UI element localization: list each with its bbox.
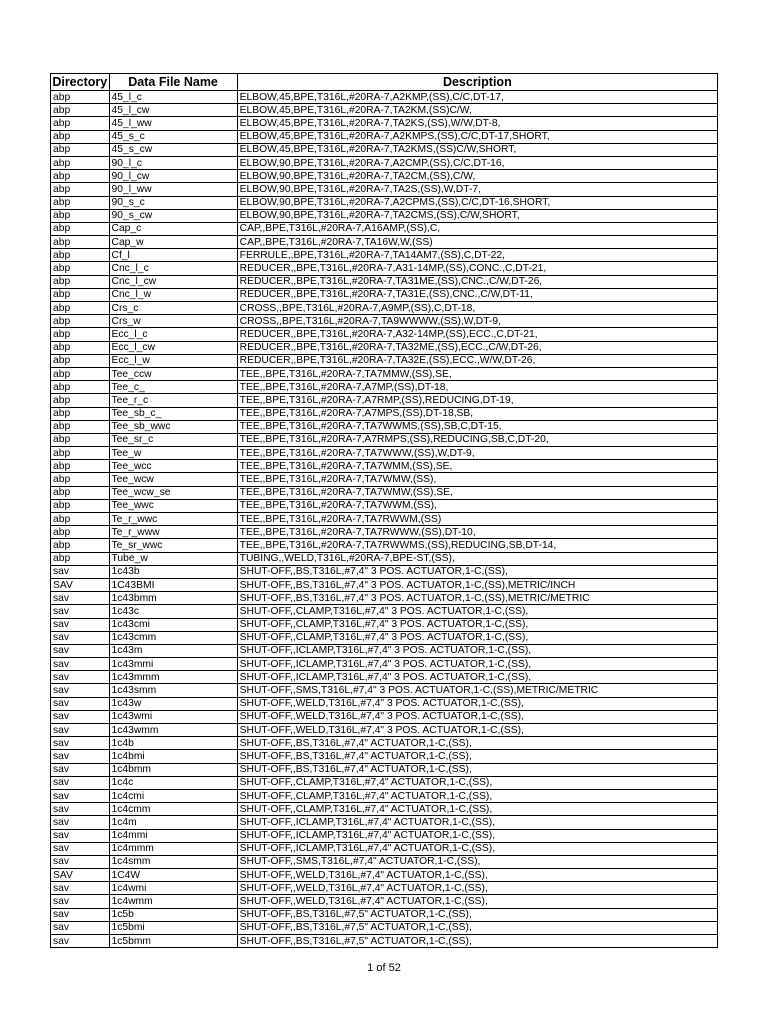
table-row	[51, 578, 718, 591]
table-row	[51, 552, 718, 565]
directory-cell: sav	[51, 697, 110, 710]
data-file-name-cell: 1c43smm	[109, 684, 237, 697]
table-row	[51, 447, 718, 460]
directory-cell: abp	[51, 302, 110, 315]
directory-cell: sav	[51, 684, 110, 697]
description-cell: TEE,,BPE,T316L,#20RA-7,TA7RWWW,(SS),DT-10,	[237, 526, 717, 539]
table-row	[51, 631, 718, 644]
table-row	[51, 776, 718, 789]
data-file-name-cell: 90_s_c	[109, 196, 237, 209]
data-file-name-cell: 1c4mmm	[109, 842, 237, 855]
description-cell: TEE,,BPE,T316L,#20RA-7,TA7RWWMS,(SS),REDUCING,SB,DT-14,	[237, 539, 717, 552]
directory-cell: sav	[51, 592, 110, 605]
table-row	[51, 605, 718, 618]
directory-cell: abp	[51, 539, 110, 552]
description-cell: SHUT-OFF,,CLAMP,T316L,#7,4" 3 POS. ACTUATOR,1-C,(SS),	[237, 605, 717, 618]
description-cell: ELBOW,90,BPE,T316L,#20RA-7,TA2S,(SS),W,DT-7,	[237, 183, 717, 196]
description-cell: CAP,,BPE,T316L,#20RA-7,A16AMP,(SS),C,	[237, 222, 717, 235]
directory-cell: sav	[51, 605, 110, 618]
data-file-name-cell: Tee_sb_wwc	[109, 420, 237, 433]
directory-cell: abp	[51, 222, 110, 235]
data-file-name-cell: 1c5bmi	[109, 921, 237, 934]
description-cell: SHUT-OFF,,ICLAMP,T316L,#7,4" 3 POS. ACTUATOR,1-C,(SS),	[237, 644, 717, 657]
data-file-name-cell: Te_r_www	[109, 526, 237, 539]
description-cell: SHUT-OFF,,WELD,T316L,#7,4" ACTUATOR,1-C,(SS),	[237, 882, 717, 895]
data-file-name-cell: 1c4bmm	[109, 763, 237, 776]
table-row	[51, 592, 718, 605]
description-cell: SHUT-OFF,,CLAMP,T316L,#7,4" 3 POS. ACTUATOR,1-C,(SS),	[237, 618, 717, 631]
description-cell: REDUCER,,BPE,T316L,#20RA-7,A31-14MP,(SS),CONC.,C,DT-21,	[237, 262, 717, 275]
data-file-name-cell: 1c4wmi	[109, 882, 237, 895]
table-row	[51, 341, 718, 354]
data-file-name-cell: 1c4cmm	[109, 803, 237, 816]
table-row	[51, 539, 718, 552]
directory-cell: sav	[51, 644, 110, 657]
directory-cell: sav	[51, 658, 110, 671]
description-cell: CROSS,,BPE,T316L,#20RA-7,TA9WWWW,(SS),W,DT-9,	[237, 315, 717, 328]
description-cell: TEE,,BPE,T316L,#20RA-7,TA7RWWM,(SS)	[237, 513, 717, 526]
table-row	[51, 618, 718, 631]
page-number: 1 of 52	[367, 962, 401, 974]
data-file-name-cell: 1c43wmm	[109, 724, 237, 737]
file-listing-table	[50, 73, 718, 948]
directory-cell: sav	[51, 803, 110, 816]
directory-cell: sav	[51, 565, 110, 578]
table-row	[51, 460, 718, 473]
table-row	[51, 882, 718, 895]
directory-cell: sav	[51, 710, 110, 723]
directory-cell: sav	[51, 935, 110, 948]
data-file-name-cell: 90_l_c	[109, 156, 237, 169]
table-row	[51, 644, 718, 657]
table-row	[51, 249, 718, 262]
description-cell: SHUT-OFF,,WELD,T316L,#7,4" ACTUATOR,1-C,(SS),	[237, 895, 717, 908]
table-row	[51, 315, 718, 328]
data-file-name-cell: 1c5b	[109, 908, 237, 921]
directory-cell: abp	[51, 117, 110, 130]
data-file-name-cell: 1c43m	[109, 644, 237, 657]
directory-cell: sav	[51, 921, 110, 934]
table-row	[51, 789, 718, 802]
directory-cell: abp	[51, 381, 110, 394]
directory-cell: sav	[51, 855, 110, 868]
directory-cell: abp	[51, 460, 110, 473]
directory-cell: abp	[51, 447, 110, 460]
table-row	[51, 724, 718, 737]
table-row	[51, 302, 718, 315]
table-row	[51, 803, 718, 816]
table-row	[51, 130, 718, 143]
data-file-name-cell: 1c43b	[109, 565, 237, 578]
table-row	[51, 526, 718, 539]
description-cell: TEE,,BPE,T316L,#20RA-7,A7RMP,(SS),REDUCING,DT-19,	[237, 394, 717, 407]
description-cell: CROSS,,BPE,T316L,#20RA-7,A9MP,(SS),C,DT-18,	[237, 302, 717, 315]
table-row	[51, 288, 718, 301]
data-file-name-cell: Tee_c_	[109, 381, 237, 394]
directory-cell: abp	[51, 288, 110, 301]
description-cell: SHUT-OFF,,WELD,T316L,#7,4" ACTUATOR,1-C,(SS),	[237, 869, 717, 882]
table-row	[51, 869, 718, 882]
table-row	[51, 763, 718, 776]
data-file-name-cell: 1c43cmm	[109, 631, 237, 644]
directory-cell: abp	[51, 262, 110, 275]
table-row	[51, 513, 718, 526]
table-row	[51, 275, 718, 288]
table-row	[51, 236, 718, 249]
data-file-name-cell: Tee_wcw_se	[109, 486, 237, 499]
data-file-name-cell: 1C4W	[109, 869, 237, 882]
directory-cell: abp	[51, 486, 110, 499]
description-cell: SHUT-OFF,,ICLAMP,T316L,#7,4" 3 POS. ACTUATOR,1-C,(SS),	[237, 658, 717, 671]
directory-cell: abp	[51, 249, 110, 262]
data-file-name-cell: 45_l_c	[109, 91, 237, 104]
data-file-name-cell: 1c4smm	[109, 855, 237, 868]
description-cell: ELBOW,90,BPE,T316L,#20RA-7,A2CMP,(SS),C/C,DT-16,	[237, 156, 717, 169]
data-file-name-cell: 1c43mmi	[109, 658, 237, 671]
description-cell: SHUT-OFF,,ICLAMP,T316L,#7,4" ACTUATOR,1-C,(SS),	[237, 829, 717, 842]
data-file-name-cell: 1c4wmm	[109, 895, 237, 908]
directory-cell: abp	[51, 183, 110, 196]
header-row	[51, 74, 718, 91]
description-cell: ELBOW,90,BPE,T316L,#20RA-7,TA2CM,(SS),C/W,	[237, 170, 717, 183]
directory-cell: sav	[51, 895, 110, 908]
table-row	[51, 170, 718, 183]
data-file-name-cell: Cap_w	[109, 236, 237, 249]
table-row	[51, 671, 718, 684]
description-cell: SHUT-OFF,,BS,T316L,#7,4" ACTUATOR,1-C,(SS),	[237, 763, 717, 776]
data-file-name-cell: 90_s_cw	[109, 209, 237, 222]
table-row	[51, 183, 718, 196]
description-cell: SHUT-OFF,,CLAMP,T316L,#7,4" 3 POS. ACTUATOR,1-C,(SS),	[237, 631, 717, 644]
data-file-name-cell: Tube_w	[109, 552, 237, 565]
directory-cell: abp	[51, 275, 110, 288]
data-file-name-cell: 45_l_cw	[109, 104, 237, 117]
data-file-name-cell: Te_r_wwc	[109, 513, 237, 526]
description-cell: REDUCER,,BPE,T316L,#20RA-7,TA32ME,(SS),ECC.,C/W,DT-26,	[237, 341, 717, 354]
data-file-name-cell: Tee_wwc	[109, 499, 237, 512]
description-cell: TEE,,BPE,T316L,#20RA-7,A7MPS,(SS),DT-18,SB,	[237, 407, 717, 420]
directory-cell: abp	[51, 473, 110, 486]
description-cell: SHUT-OFF,,CLAMP,T316L,#7,4" ACTUATOR,1-C,(SS),	[237, 776, 717, 789]
directory-cell: abp	[51, 367, 110, 380]
table-row	[51, 829, 718, 842]
data-file-name-cell: 1c4bmi	[109, 750, 237, 763]
data-file-name-cell: Ecc_l_cw	[109, 341, 237, 354]
column-header-data-file-name: Data File Name	[109, 74, 237, 91]
description-cell: SHUT-OFF,,BS,T316L,#7,4" ACTUATOR,1-C,(SS),	[237, 737, 717, 750]
description-cell: TEE,,BPE,T316L,#20RA-7,TA7WMW,(SS),SE,	[237, 486, 717, 499]
description-cell: SHUT-OFF,,WELD,T316L,#7,4" 3 POS. ACTUATOR,1-C,(SS),	[237, 710, 717, 723]
directory-cell: sav	[51, 789, 110, 802]
data-file-name-cell: Cnc_l_c	[109, 262, 237, 275]
description-cell: SHUT-OFF,,WELD,T316L,#7,4" 3 POS. ACTUATOR,1-C,(SS),	[237, 724, 717, 737]
data-file-name-cell: Tee_sr_c	[109, 433, 237, 446]
data-file-name-cell: Ecc_l_w	[109, 354, 237, 367]
data-file-name-cell: 1c43wmi	[109, 710, 237, 723]
description-cell: ELBOW,45,BPE,T316L,#20RA-7,A2KMP,(SS),C/C,DT-17,	[237, 91, 717, 104]
directory-cell: SAV	[51, 869, 110, 882]
directory-cell: sav	[51, 724, 110, 737]
directory-cell: abp	[51, 407, 110, 420]
table-row	[51, 750, 718, 763]
table-row	[51, 381, 718, 394]
description-cell: ELBOW,45,BPE,T316L,#20RA-7,TA2KM,(SS)C/W,	[237, 104, 717, 117]
directory-cell: sav	[51, 763, 110, 776]
directory-cell: abp	[51, 143, 110, 156]
directory-cell: abp	[51, 196, 110, 209]
table-row	[51, 394, 718, 407]
table-row	[51, 143, 718, 156]
description-cell: SHUT-OFF,,BS,T316L,#7,5" ACTUATOR,1-C,(SS),	[237, 921, 717, 934]
description-cell: TEE,,BPE,T316L,#20RA-7,TA7WWM,(SS),	[237, 499, 717, 512]
table-row	[51, 354, 718, 367]
description-cell: REDUCER,,BPE,T316L,#20RA-7,TA32E,(SS),ECC.,W/W,DT-26,	[237, 354, 717, 367]
table-row	[51, 473, 718, 486]
directory-cell: abp	[51, 315, 110, 328]
description-cell: SHUT-OFF,,WELD,T316L,#7,4" 3 POS. ACTUATOR,1-C,(SS),	[237, 697, 717, 710]
data-file-name-cell: Tee_wcw	[109, 473, 237, 486]
table-row	[51, 684, 718, 697]
description-cell: FERRULE,,BPE,T316L,#20RA-7,TA14AM7,(SS),C,DT-22,	[237, 249, 717, 262]
description-cell: ELBOW,45,BPE,T316L,#20RA-7,TA2KMS,(SS)C/W,SHORT,	[237, 143, 717, 156]
description-cell: TEE,,BPE,T316L,#20RA-7,TA7MMW,(SS),SE,	[237, 367, 717, 380]
directory-cell: sav	[51, 618, 110, 631]
directory-cell: abp	[51, 394, 110, 407]
description-cell: REDUCER,,BPE,T316L,#20RA-7,A32-14MP,(SS),ECC.,C,DT-21,	[237, 328, 717, 341]
data-file-name-cell: 45_l_ww	[109, 117, 237, 130]
directory-cell: abp	[51, 513, 110, 526]
description-cell: SHUT-OFF,,BS,T316L,#7,4" 3 POS. ACTUATOR,1-C,(SS),	[237, 565, 717, 578]
data-file-name-cell: Tee_wcc	[109, 460, 237, 473]
directory-cell: sav	[51, 737, 110, 750]
data-file-name-cell: Tee_sb_c_	[109, 407, 237, 420]
data-file-name-cell: Tee_w	[109, 447, 237, 460]
description-cell: SHUT-OFF,,BS,T316L,#7,4" ACTUATOR,1-C,(SS),	[237, 750, 717, 763]
table-row	[51, 262, 718, 275]
directory-cell: abp	[51, 130, 110, 143]
data-file-name-cell: 90_l_cw	[109, 170, 237, 183]
description-cell: SHUT-OFF,,BS,T316L,#7,4" 3 POS. ACTUATOR,1-C,(SS),METRIC/METRIC	[237, 592, 717, 605]
description-cell: ELBOW,90,BPE,T316L,#20RA-7,A2CPMS,(SS),C/C,DT-16,SHORT,	[237, 196, 717, 209]
directory-cell: abp	[51, 170, 110, 183]
directory-cell: abp	[51, 236, 110, 249]
description-cell: ELBOW,45,BPE,T316L,#20RA-7,TA2KS,(SS),W/W,DT-8,	[237, 117, 717, 130]
table-row	[51, 697, 718, 710]
table-row	[51, 117, 718, 130]
data-file-name-cell: Te_sr_wwc	[109, 539, 237, 552]
data-file-name-cell: 1c4mmi	[109, 829, 237, 842]
description-cell: SHUT-OFF,,CLAMP,T316L,#7,4" ACTUATOR,1-C,(SS),	[237, 789, 717, 802]
description-cell: REDUCER,,BPE,T316L,#20RA-7,TA31E,(SS),CNC.,C/W,DT-11,	[237, 288, 717, 301]
table-row	[51, 921, 718, 934]
directory-cell: sav	[51, 908, 110, 921]
data-file-name-cell: Ecc_l_c	[109, 328, 237, 341]
data-file-name-cell: 1c4c	[109, 776, 237, 789]
directory-cell: abp	[51, 526, 110, 539]
table-row	[51, 737, 718, 750]
description-cell: TUBING,,WELD,T316L,#20RA-7,BPE-ST,(SS),	[237, 552, 717, 565]
description-cell: ELBOW,45,BPE,T316L,#20RA-7,A2KMPS,(SS),C/C,DT-17,SHORT,	[237, 130, 717, 143]
directory-cell: abp	[51, 209, 110, 222]
data-file-name-cell: 1c4b	[109, 737, 237, 750]
table-body	[51, 91, 718, 948]
table-row	[51, 908, 718, 921]
description-cell: SHUT-OFF,,CLAMP,T316L,#7,4" ACTUATOR,1-C,(SS),	[237, 803, 717, 816]
data-file-name-cell: 1c5bmm	[109, 935, 237, 948]
description-cell: SHUT-OFF,,ICLAMP,T316L,#7,4" ACTUATOR,1-C,(SS),	[237, 816, 717, 829]
data-file-name-cell: Cnc_l_w	[109, 288, 237, 301]
table-row	[51, 935, 718, 948]
description-cell: REDUCER,,BPE,T316L,#20RA-7,TA31ME,(SS),CNC.,C/W,DT-26,	[237, 275, 717, 288]
table-row	[51, 420, 718, 433]
description-cell: TEE,,BPE,T316L,#20RA-7,TA7WMM,(SS),SE,	[237, 460, 717, 473]
directory-cell: sav	[51, 816, 110, 829]
data-file-name-cell: 90_l_ww	[109, 183, 237, 196]
table-row	[51, 433, 718, 446]
description-cell: ELBOW,90,BPE,T316L,#20RA-7,TA2CMS,(SS),C/W,SHORT,	[237, 209, 717, 222]
directory-cell: sav	[51, 671, 110, 684]
description-cell: SHUT-OFF,,SMS,T316L,#7,4" 3 POS. ACTUATOR,1-C,(SS),METRIC/METRIC	[237, 684, 717, 697]
data-file-name-cell: Crs_c	[109, 302, 237, 315]
table-row	[51, 407, 718, 420]
data-file-name-cell: Cnc_l_cw	[109, 275, 237, 288]
data-file-name-cell: 1c43c	[109, 605, 237, 618]
data-file-name-cell: 1c43w	[109, 697, 237, 710]
description-cell: CAP,,BPE,T316L,#20RA-7,TA16W,W,(SS)	[237, 236, 717, 249]
directory-cell: sav	[51, 750, 110, 763]
directory-cell: sav	[51, 776, 110, 789]
table-row	[51, 91, 718, 104]
data-file-name-cell: Tee_r_c	[109, 394, 237, 407]
directory-cell: abp	[51, 499, 110, 512]
data-file-name-cell: 1c43cmi	[109, 618, 237, 631]
description-cell: SHUT-OFF,,ICLAMP,T316L,#7,4" ACTUATOR,1-C,(SS),	[237, 842, 717, 855]
column-header-directory: Directory	[52, 75, 108, 89]
table-row	[51, 565, 718, 578]
description-cell: SHUT-OFF,,BS,T316L,#7,5" ACTUATOR,1-C,(SS),	[237, 908, 717, 921]
column-header-description: Description	[237, 74, 717, 91]
data-file-name-cell: Cf_l	[109, 249, 237, 262]
description-cell: TEE,,BPE,T316L,#20RA-7,A7RMPS,(SS),REDUCING,SB,C,DT-20,	[237, 433, 717, 446]
table-row	[51, 209, 718, 222]
data-file-name-cell: 45_s_c	[109, 130, 237, 143]
directory-cell: abp	[51, 91, 110, 104]
table-row	[51, 895, 718, 908]
data-file-name-cell: 1C43BMI	[109, 578, 237, 591]
directory-cell: sav	[51, 829, 110, 842]
directory-cell: abp	[51, 104, 110, 117]
directory-cell: abp	[51, 156, 110, 169]
directory-cell: abp	[51, 341, 110, 354]
data-file-name-cell: 1c43mmm	[109, 671, 237, 684]
directory-cell: sav	[51, 631, 110, 644]
table-row	[51, 855, 718, 868]
table-row	[51, 710, 718, 723]
data-file-name-cell: Crs_w	[109, 315, 237, 328]
directory-cell: sav	[51, 882, 110, 895]
description-cell: TEE,,BPE,T316L,#20RA-7,TA7WWW,(SS),W,DT-9,	[237, 447, 717, 460]
data-file-name-cell: 1c43bmm	[109, 592, 237, 605]
table-header	[51, 74, 718, 91]
table-row	[51, 222, 718, 235]
table-row	[51, 486, 718, 499]
table-row	[51, 658, 718, 671]
directory-cell: abp	[51, 328, 110, 341]
data-file-name-cell: 1c4cmi	[109, 789, 237, 802]
table-row	[51, 499, 718, 512]
data-file-name-cell: Tee_ccw	[109, 367, 237, 380]
directory-cell: abp	[51, 433, 110, 446]
data-file-name-cell: Cap_c	[109, 222, 237, 235]
description-cell: SHUT-OFF,,ICLAMP,T316L,#7,4" 3 POS. ACTUATOR,1-C,(SS),	[237, 671, 717, 684]
directory-cell: abp	[51, 354, 110, 367]
data-file-name-cell: 1c4m	[109, 816, 237, 829]
description-cell: SHUT-OFF,,BS,T316L,#7,4" 3 POS. ACTUATOR,1-C,(SS),METRIC/INCH	[237, 578, 717, 591]
table-row	[51, 104, 718, 117]
description-cell: TEE,,BPE,T316L,#20RA-7,A7MP,(SS),DT-18,	[237, 381, 717, 394]
data-file-name-cell: 45_s_cw	[109, 143, 237, 156]
description-cell: TEE,,BPE,T316L,#20RA-7,TA7WMW,(SS),	[237, 473, 717, 486]
table-row	[51, 816, 718, 829]
directory-cell: SAV	[51, 578, 110, 591]
table-row	[51, 156, 718, 169]
directory-cell: sav	[51, 842, 110, 855]
description-cell: SHUT-OFF,,BS,T316L,#7,5" ACTUATOR,1-C,(SS),	[237, 935, 717, 948]
table-row	[51, 196, 718, 209]
directory-cell: abp	[51, 552, 110, 565]
table-row	[51, 367, 718, 380]
table-row	[51, 328, 718, 341]
table-row	[51, 842, 718, 855]
description-cell: SHUT-OFF,,SMS,T316L,#7,4" ACTUATOR,1-C,(SS),	[237, 855, 717, 868]
directory-cell: abp	[51, 420, 110, 433]
description-cell: TEE,,BPE,T316L,#20RA-7,TA7WWMS,(SS),SB,C,DT-15,	[237, 420, 717, 433]
